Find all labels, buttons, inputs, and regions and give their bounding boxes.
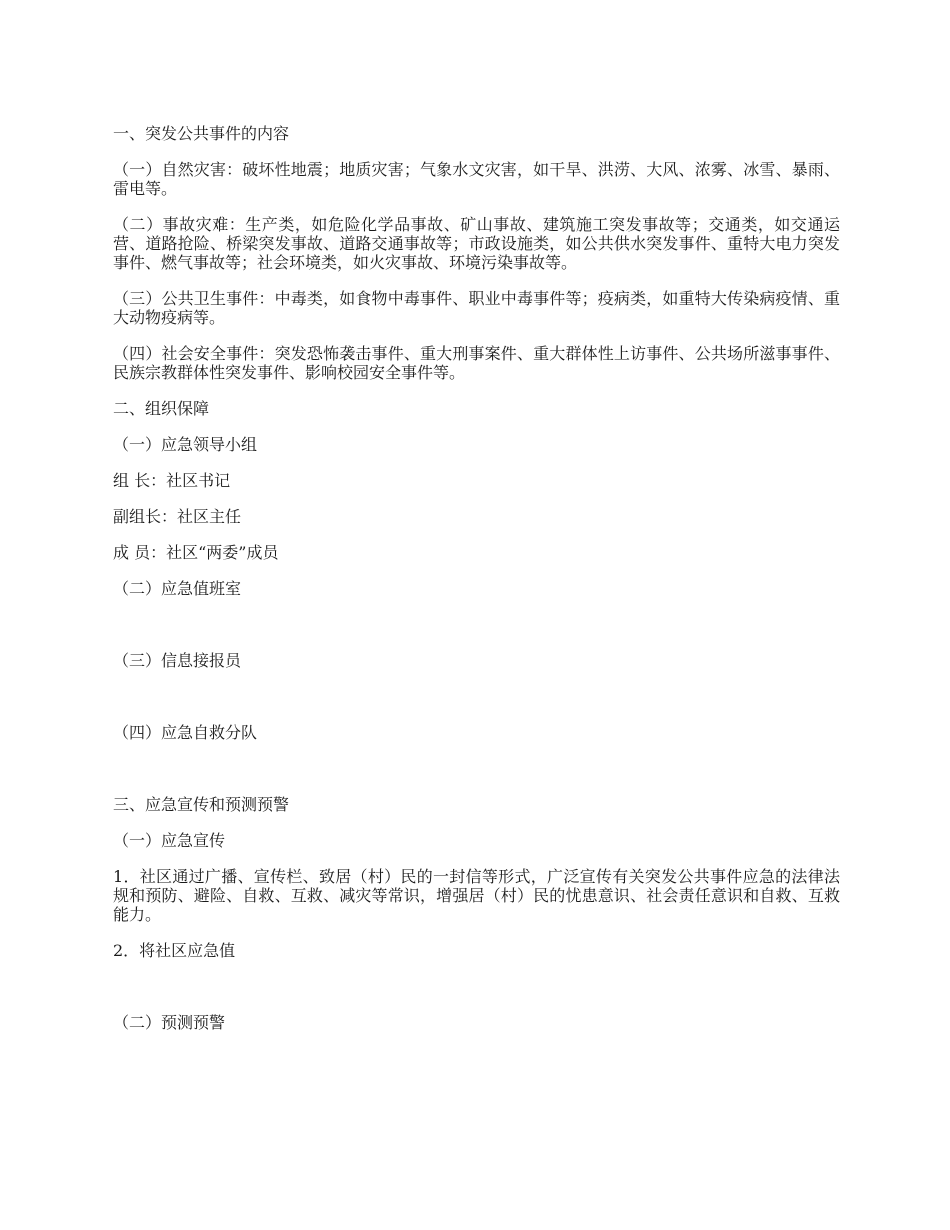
section-heading-1: 一、突发公共事件的内容: [113, 124, 290, 143]
subheading-info-reporter: （三）信息接报员: [113, 651, 242, 670]
line-group-leader: 组 长：社区书记: [113, 471, 231, 490]
paragraph-accidents: （二）事故灾难：生产类，如危险化学品事故、矿山事故、建筑施工突发事故等；交通类，如交通运营、道路抢险、桥梁突发事故、道路交通事故等；市政设施类，如公共供水突发事件、重特大电力突发事件、燃气事故等；社会环境类，如火灾事故、环境污染事故等。: [113, 215, 840, 272]
subheading-publicity: （一）应急宣传: [113, 831, 226, 850]
section-heading-3: 三、应急宣传和预测预警: [113, 795, 290, 814]
line-members: 成 员：社区“两委”成员: [113, 543, 279, 562]
subheading-leadership-group: （一）应急领导小组: [113, 435, 258, 454]
subheading-rescue-team: （四）应急自救分队: [113, 723, 258, 742]
subheading-early-warning: （二）预测预警: [113, 1013, 226, 1032]
subheading-duty-room: （二）应急值班室: [113, 579, 242, 598]
paragraph-social-security: （四）社会安全事件：突发恐怖袭击事件、重大刑事案件、重大群体性上访事件、公共场所滋事事件、民族宗教群体性突发事件、影响校园安全事件等。: [113, 344, 840, 382]
document-body: [113, 124, 840, 1049]
paragraph-publicity-point-2: 2．将社区应急值: [113, 941, 236, 960]
paragraph-natural-disasters: （一）自然灾害：破坏性地震；地质灾害；气象水文灾害，如干旱、洪涝、大风、浓雾、冰雪、暴雨、雷电等。: [113, 160, 840, 198]
paragraph-public-health: （三）公共卫生事件：中毒类，如食物中毒事件、职业中毒事件等；疫病类，如重特大传染病疫情、重大动物疫病等。: [113, 289, 840, 327]
section-heading-2: 二、组织保障: [113, 399, 210, 418]
paragraph-publicity-point-1: 1．社区通过广播、宣传栏、致居（村）民的一封信等形式，广泛宣传有关突发公共事件应急的法律法规和预防、避险、自救、互救、减灾等常识，增强居（村）民的忧患意识、社会责任意识和自救、互救能力。: [113, 867, 840, 924]
line-deputy-leader: 副组长：社区主任: [113, 507, 242, 526]
